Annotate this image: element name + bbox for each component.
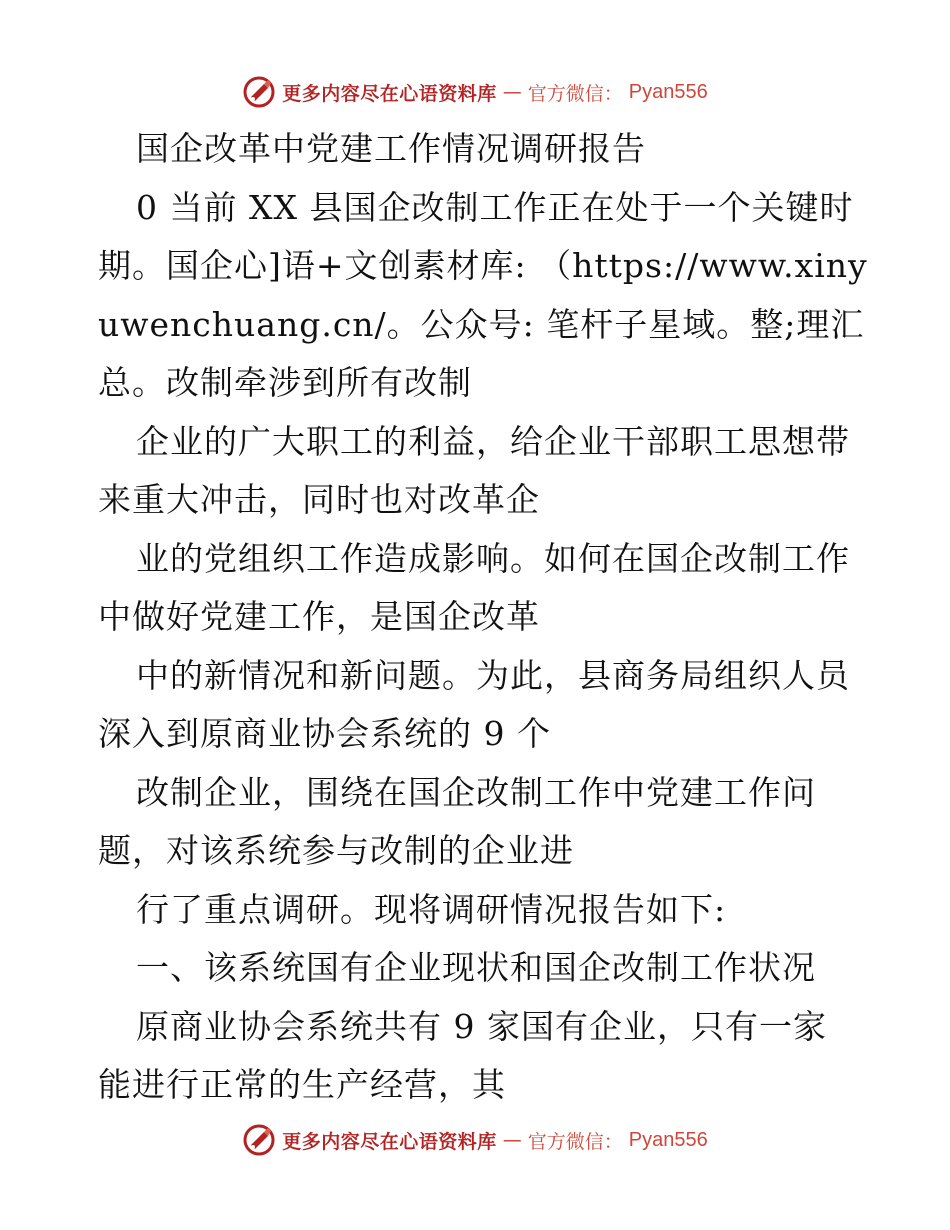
text-line: 中的新情况和新问题。为此，县商务局组织人员	[136, 655, 850, 695]
banner-wechat-id: Pyan556	[628, 80, 708, 103]
text-line: 0 当前 XX 县国企改制工作正在处于一个关键时	[136, 187, 854, 227]
footer-banner	[0, 1120, 950, 1160]
banner-wechat-label: 官方微信：	[527, 82, 623, 105]
banner-wechat-id: Pyan556	[628, 1128, 708, 1151]
text-line: 改制企业，围绕在国企改制工作中党建工作问	[136, 772, 816, 812]
section-heading: 一、该系统国有企业现状和国企改制工作状况	[136, 948, 816, 987]
text-line: 中做好党建工作，是国企改革	[98, 597, 540, 636]
banner-title: 更多内容尽在心语资料库	[282, 82, 497, 105]
logo-icon	[242, 75, 276, 109]
document-title: 国企改革中党建工作情况调研报告	[136, 129, 646, 168]
banner-title: 更多内容尽在心语资料库	[282, 1130, 497, 1153]
banner-dash: —	[502, 1129, 522, 1151]
text-line: 企业的广大职工的利益，给企业干部职工思想带	[136, 421, 850, 461]
text-line: 题，对该系统参与改制的企业进	[98, 831, 574, 870]
banner-dash: —	[502, 81, 522, 103]
text-line: uwenchuang.cn/。公众号: 笔杆子星域。整;理汇	[98, 304, 865, 344]
text-line: 总。改制牵涉到所有改制	[98, 363, 472, 402]
text-line: 深入到原商业协会系统的 9 个	[98, 714, 551, 753]
header-banner	[0, 72, 950, 112]
text-line: 能进行正常的生产经营，其	[98, 1065, 506, 1104]
text-line: 期。国企心]语+文创素材库: （https://www.xiny	[98, 246, 868, 285]
logo-icon	[242, 1123, 276, 1157]
banner-wechat-label: 官方微信：	[527, 1130, 623, 1153]
document-body	[98, 120, 868, 1115]
text-line: 来重大冲击，同时也对改革企	[98, 480, 540, 519]
text-line: 业的党组织工作造成影响。如何在国企改制工作	[136, 538, 850, 578]
text-line: 原商业协会系统共有 9 家国有企业，只有一家	[136, 1006, 827, 1046]
text-line: 行了重点调研。现将调研情况报告如下:	[136, 889, 727, 929]
